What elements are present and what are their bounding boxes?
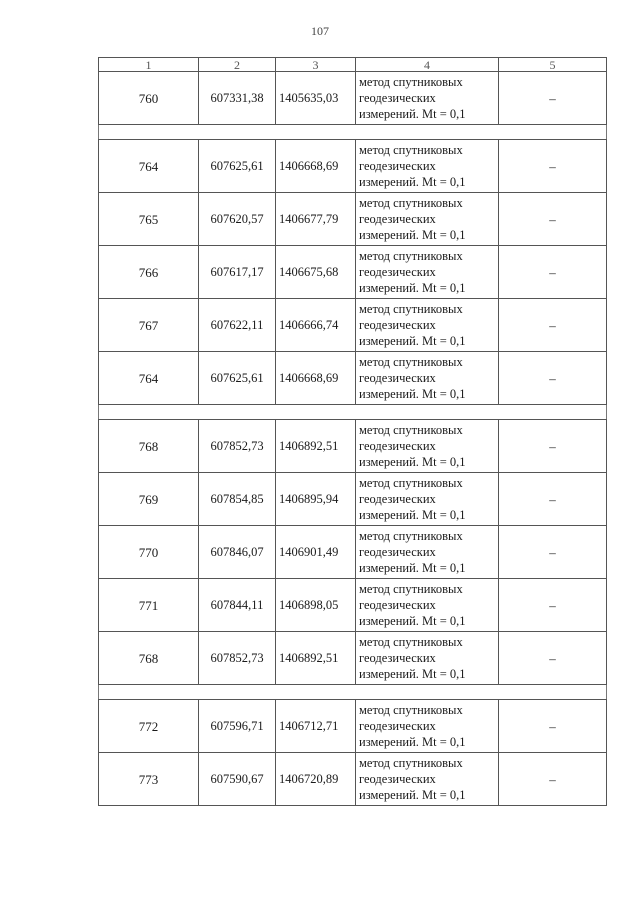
group-separator-row (99, 685, 607, 700)
method-line: измерений. Mt = 0,1 (359, 228, 466, 242)
point-number-cell: 764 (99, 352, 199, 405)
method-cell (356, 140, 499, 193)
group-separator-cell (99, 685, 607, 700)
note-cell: – (499, 526, 607, 579)
table-row (99, 579, 607, 632)
x-coordinate-cell: 607331,38 (199, 72, 276, 125)
method-line: метод спутниковых (359, 302, 463, 316)
table-row (99, 700, 607, 753)
method-line: измерений. Mt = 0,1 (359, 561, 466, 575)
method-line: измерений. Mt = 0,1 (359, 508, 466, 522)
method-cell (356, 420, 499, 473)
method-line: метод спутниковых (359, 529, 463, 543)
y-coordinate-cell: 1406892,51 (276, 420, 356, 473)
point-number-cell: 773 (99, 753, 199, 806)
point-number-cell: 772 (99, 700, 199, 753)
note-cell: – (499, 246, 607, 299)
method-line: геодезических (359, 159, 436, 173)
y-coordinate-cell: 1406712,71 (276, 700, 356, 753)
method-line: геодезических (359, 91, 436, 105)
note-cell: – (499, 700, 607, 753)
group-separator-row (99, 125, 607, 140)
header-cell: 3 (276, 58, 356, 72)
y-coordinate-cell: 1406892,51 (276, 632, 356, 685)
method-line: метод спутниковых (359, 143, 463, 157)
method-line: измерений. Mt = 0,1 (359, 281, 466, 295)
table-row (99, 352, 607, 405)
header-cell: 4 (356, 58, 499, 72)
x-coordinate-cell: 607590,67 (199, 753, 276, 806)
note-cell: – (499, 352, 607, 405)
note-cell: – (499, 579, 607, 632)
table-header-row (99, 58, 607, 72)
table-row (99, 632, 607, 685)
x-coordinate-cell: 607852,73 (199, 632, 276, 685)
method-line: метод спутниковых (359, 196, 463, 210)
method-line: геодезических (359, 545, 436, 559)
method-line: метод спутниковых (359, 75, 463, 89)
header-cell: 1 (99, 58, 199, 72)
method-cell (356, 246, 499, 299)
y-coordinate-cell: 1406668,69 (276, 140, 356, 193)
header-cell: 2 (199, 58, 276, 72)
method-line: геодезических (359, 719, 436, 733)
point-number-cell: 771 (99, 579, 199, 632)
table-row (99, 753, 607, 806)
method-line: геодезических (359, 371, 436, 385)
method-line: измерений. Mt = 0,1 (359, 455, 466, 469)
table-row (99, 246, 607, 299)
method-line: измерений. Mt = 0,1 (359, 667, 466, 681)
table-row (99, 193, 607, 246)
x-coordinate-cell: 607620,57 (199, 193, 276, 246)
method-cell (356, 753, 499, 806)
method-line: метод спутниковых (359, 476, 463, 490)
point-number-cell: 765 (99, 193, 199, 246)
method-line: метод спутниковых (359, 423, 463, 437)
point-number-cell: 770 (99, 526, 199, 579)
method-line: геодезических (359, 439, 436, 453)
point-number-cell: 767 (99, 299, 199, 352)
y-coordinate-cell: 1406666,74 (276, 299, 356, 352)
point-number-cell: 760 (99, 72, 199, 125)
method-cell (356, 526, 499, 579)
x-coordinate-cell: 607844,11 (199, 579, 276, 632)
point-number-cell: 768 (99, 420, 199, 473)
note-cell: – (499, 193, 607, 246)
method-cell (356, 352, 499, 405)
method-line: измерений. Mt = 0,1 (359, 788, 466, 802)
method-line: измерений. Mt = 0,1 (359, 614, 466, 628)
method-line: геодезических (359, 598, 436, 612)
point-number-cell: 769 (99, 473, 199, 526)
note-cell: – (499, 420, 607, 473)
method-cell (356, 579, 499, 632)
y-coordinate-cell: 1406675,68 (276, 246, 356, 299)
method-line: геодезических (359, 212, 436, 226)
method-line: измерений. Mt = 0,1 (359, 334, 466, 348)
note-cell: – (499, 753, 607, 806)
y-coordinate-cell: 1406668,69 (276, 352, 356, 405)
method-line: геодезических (359, 772, 436, 786)
table-row (99, 473, 607, 526)
coordinates-table (98, 57, 607, 806)
table-row (99, 420, 607, 473)
point-number-cell: 764 (99, 140, 199, 193)
y-coordinate-cell: 1406720,89 (276, 753, 356, 806)
table-row (99, 299, 607, 352)
method-cell (356, 632, 499, 685)
method-cell (356, 193, 499, 246)
table-row (99, 526, 607, 579)
note-cell: – (499, 299, 607, 352)
method-line: геодезических (359, 492, 436, 506)
method-line: измерений. Mt = 0,1 (359, 735, 466, 749)
page-number: 107 (311, 24, 329, 38)
x-coordinate-cell: 607596,71 (199, 700, 276, 753)
method-line: геодезических (359, 318, 436, 332)
method-line: метод спутниковых (359, 249, 463, 263)
method-cell (356, 72, 499, 125)
method-line: геодезических (359, 265, 436, 279)
point-number-cell: 766 (99, 246, 199, 299)
x-coordinate-cell: 607852,73 (199, 420, 276, 473)
method-cell (356, 473, 499, 526)
note-cell: – (499, 140, 607, 193)
note-cell: – (499, 473, 607, 526)
method-line: измерений. Mt = 0,1 (359, 107, 466, 121)
point-number-cell: 768 (99, 632, 199, 685)
x-coordinate-cell: 607625,61 (199, 352, 276, 405)
y-coordinate-cell: 1406677,79 (276, 193, 356, 246)
x-coordinate-cell: 607625,61 (199, 140, 276, 193)
method-line: метод спутниковых (359, 635, 463, 649)
group-separator-row (99, 405, 607, 420)
y-coordinate-cell: 1406901,49 (276, 526, 356, 579)
header-cell: 5 (499, 58, 607, 72)
method-line: измерений. Mt = 0,1 (359, 175, 466, 189)
method-line: геодезических (359, 651, 436, 665)
y-coordinate-cell: 1405635,03 (276, 72, 356, 125)
note-cell: – (499, 72, 607, 125)
x-coordinate-cell: 607846,07 (199, 526, 276, 579)
table-row (99, 140, 607, 193)
group-separator-cell (99, 405, 607, 420)
x-coordinate-cell: 607617,17 (199, 246, 276, 299)
x-coordinate-cell: 607622,11 (199, 299, 276, 352)
method-cell (356, 299, 499, 352)
y-coordinate-cell: 1406895,94 (276, 473, 356, 526)
method-line: метод спутниковых (359, 703, 463, 717)
method-cell (356, 700, 499, 753)
method-line: метод спутниковых (359, 355, 463, 369)
note-cell: – (499, 632, 607, 685)
method-line: метод спутниковых (359, 756, 463, 770)
table-row (99, 72, 607, 125)
y-coordinate-cell: 1406898,05 (276, 579, 356, 632)
x-coordinate-cell: 607854,85 (199, 473, 276, 526)
group-separator-cell (99, 125, 607, 140)
method-line: измерений. Mt = 0,1 (359, 387, 466, 401)
method-line: метод спутниковых (359, 582, 463, 596)
